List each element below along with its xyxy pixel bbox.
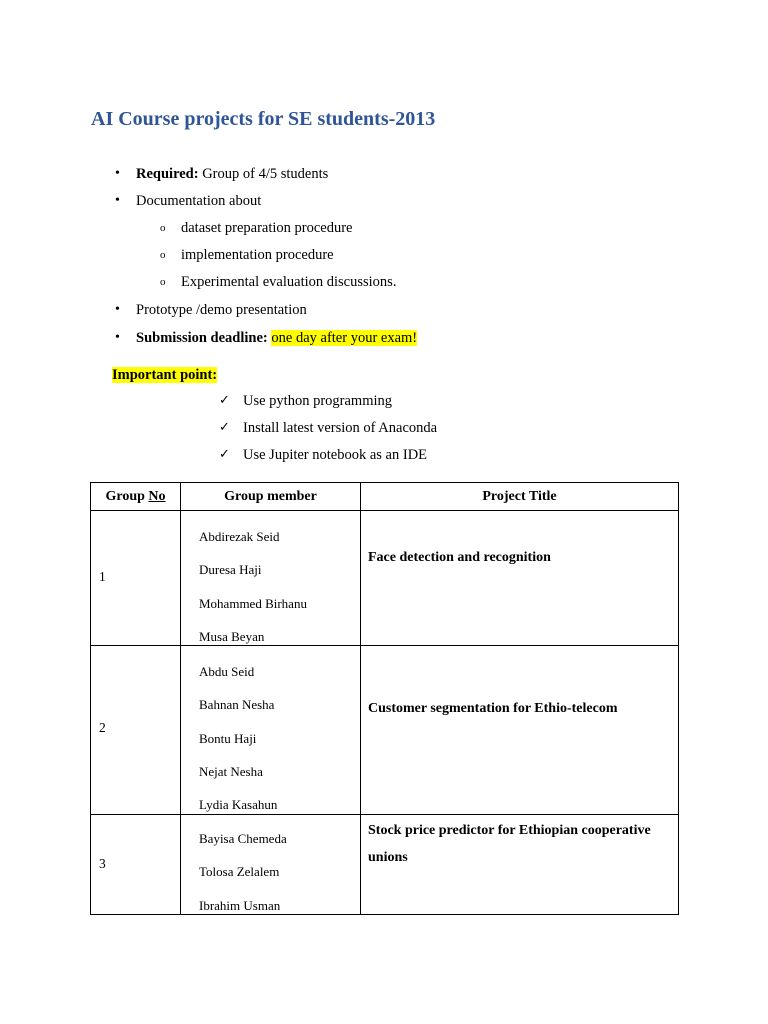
group-number-cell [91, 815, 181, 915]
member-name: Duresa Haji [199, 562, 262, 577]
deadline-label: Submission deadline: [136, 330, 268, 346]
important-label: Important point: [112, 367, 218, 383]
groups-table [90, 482, 679, 915]
group-members-cell [181, 646, 361, 815]
table-row [91, 511, 679, 646]
header-project-title: Project Title [361, 483, 679, 511]
important-item-jupiter: Use Jupiter notebook as an IDE [243, 447, 428, 463]
member-name: Bahnan Nesha [199, 697, 275, 712]
table-header-row [91, 483, 679, 511]
project-title-cell [361, 646, 679, 815]
project-title-cell [361, 511, 679, 646]
documentation-line: Documentation about [136, 193, 262, 209]
table-row [91, 646, 679, 815]
group-number: 2 [99, 720, 106, 735]
page-title: AI Course projects for SE students-2013 [91, 108, 436, 130]
bullet-icon: • [115, 330, 120, 345]
circle-bullet-icon: o [160, 276, 166, 288]
required-label: Required: [136, 166, 199, 182]
sub-item-dataset: dataset preparation procedure [181, 220, 353, 236]
member-name: Musa Beyan [199, 629, 265, 644]
header-group-member: Group member [181, 483, 361, 511]
header-group-no: Group No [91, 483, 181, 511]
prototype-line: Prototype /demo presentation [136, 302, 307, 318]
project-title: Stock price predictor for Ethiopian cooperative unions [368, 823, 651, 865]
check-icon: ✓ [219, 420, 230, 435]
required-text: Group of 4/5 students [198, 166, 329, 182]
member-name: Mohammed Birhanu [199, 596, 307, 611]
bullet-icon: • [115, 193, 120, 208]
group-number-cell [91, 646, 181, 815]
bullet-icon: • [115, 166, 120, 181]
sub-item-evaluation: Experimental evaluation discussions. [181, 274, 397, 290]
project-title: Customer segmentation for Ethio-telecom [368, 701, 618, 716]
deadline-text: one day after your exam! [271, 330, 418, 346]
check-icon: ✓ [219, 393, 230, 408]
member-name: Abdu Seid [199, 664, 255, 679]
group-number: 1 [99, 569, 106, 584]
project-title-cell [361, 815, 679, 915]
group-number-cell [91, 511, 181, 646]
group-number: 3 [99, 856, 106, 871]
member-name: Nejat Nesha [199, 764, 263, 779]
important-item-anaconda: Install latest version of Anaconda [243, 420, 438, 436]
table-row [91, 815, 679, 915]
sub-item-implementation: implementation procedure [181, 247, 334, 263]
bullet-icon: • [115, 302, 120, 317]
project-title: Face detection and recognition [368, 550, 551, 565]
member-name: Lydia Kasahun [199, 797, 278, 812]
member-name: Ibrahim Usman [199, 898, 281, 913]
deadline-line [136, 329, 417, 347]
member-name: Tolosa Zelalem [199, 864, 280, 879]
member-name: Bayisa Chemeda [199, 831, 287, 846]
circle-bullet-icon: o [160, 222, 166, 234]
circle-bullet-icon: o [160, 249, 166, 261]
group-members-cell [181, 511, 361, 646]
member-name: Bontu Haji [199, 731, 257, 746]
check-icon: ✓ [219, 447, 230, 462]
member-name: Abdirezak Seid [199, 529, 280, 544]
required-line [136, 165, 328, 183]
important-item-python: Use python programming [243, 393, 393, 409]
group-members-cell [181, 815, 361, 915]
